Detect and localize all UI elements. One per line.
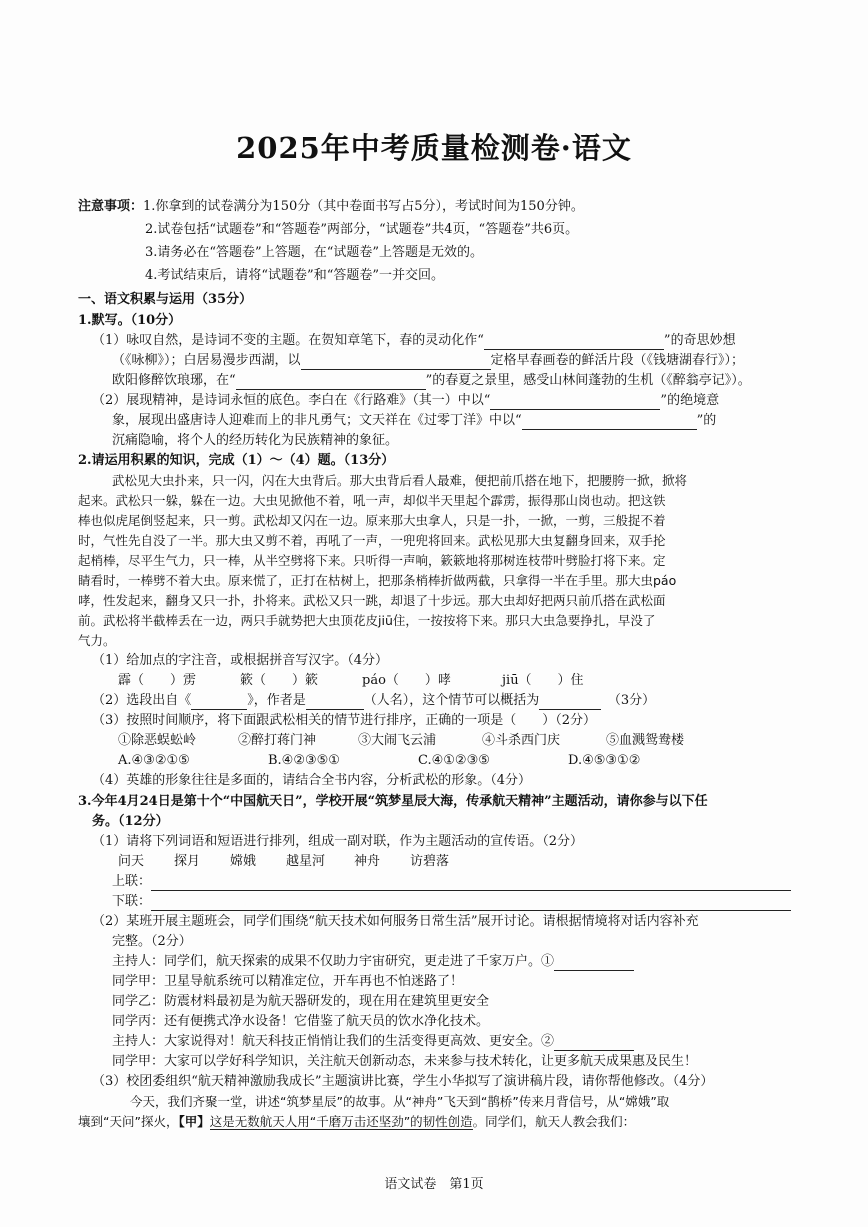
dialog-line: 同学乙：防震材料最初是为航天器研发的，现在用在建筑里更安全 [112,994,490,1009]
q2-sub-1: （1）给加点的字注音，或根据拼音写汉字。（4分） [92,653,389,668]
passage-line: 起来。武松只一躲，躲在一边。大虫见掀他不着，吼一声，却似半天里起个霹雳，振得那山岗也动。把这铁 [78,493,666,508]
q3-sub-2: （2）某班开展主题班会，同学们围绕“航天技术如何服务日常生活”展开讨论。请根据情境将对话内容补充 [92,914,699,929]
pinyin-item: 霹（ ）雳 [118,673,197,688]
passage-line: 气力。 [78,633,116,648]
lower-couplet-blank[interactable] [151,896,791,911]
passage-line: 前。武松将半截棒丢在一边，两只手就势把大虫顶花皮jiū住，一按按将下来。那只大虫急要挣扎，早没了 [78,613,656,628]
upper-couplet-line: 上联： [112,872,830,891]
answer-blank[interactable] [490,395,660,410]
dialog-line: 主持人：同学们，航天探索的成果不仅助力宇宙研究，更走进了千家万户。① [112,952,796,971]
answer-blank[interactable] [236,375,426,390]
event-item: ③大闹飞云浦 [358,733,437,748]
passage-line: 棒也似虎尾倒竖起来，只一剪。武松却又闪在一边。原来那大虫拿人，只是一扑，一掀，一剪，三般捉不着 [78,513,666,528]
pinyin-item: páo（ ）哮 [362,673,451,688]
word-item: 神舟 [354,854,381,869]
underlined-sentence: 这是无数航天人用“千磨万击还坚劲”的韧性创造 [209,1114,473,1129]
dialog-line: 同学甲：卫星导航系统可以精准定位，开车再也不怕迷路了！ [112,974,464,989]
q1-line: 象，展现出盛唐诗人迎难而上的非凡勇气；文天祥在《过零丁洋》中以“ ”的 [112,413,717,428]
q2-sub-3: （3）按照时间顺序，将下面跟武松相关的情节进行排序，正确的一项是（ ）（2分） [92,713,597,728]
event-list [118,731,758,750]
word-item: 越星河 [286,854,326,869]
section-heading: 一、语文积累与运用（35分） [78,292,253,307]
passage-line: 武松见大虫扑来，只一闪，闪在大虫背后。那大虫背后看人最难，便把前爪搭在地下，把腰胯一掀，掀将 [112,473,688,488]
passage-line: 时，气性先自没了一半。那大虫又剪不着，再吼了一声，一兜兜将回来。武松见那大虫复翻身回来，双手抡 [78,533,666,548]
word-item: 访碧落 [410,854,450,869]
question-3-heading: 3.今年4月24日是第十个“中国航天日”，学校开展“筑梦星辰大海，传承航天精神”主题活动，请你参与以下任 [78,794,708,809]
word-list [118,852,618,871]
q1-line: 沉痛隐喻，将个人的经历转化为民族精神的象征。 [112,433,399,448]
dialog-line: 同学丙：还有便携式净水设备！它借鉴了航天员的饮水净化技术。 [112,1014,490,1029]
passage-line: 睛看时，一棒劈不着大虫。原来慌了，正打在枯树上，把那条梢棒折做两截，只拿得一半在手里。那大虫páo [78,573,677,588]
page-title: 2025年中考质量检测卷·语文 [236,131,632,165]
notice-item: 3.请务必在“答题卷”上答题，在“试题卷”上答题是无效的。 [145,245,483,260]
notice-item: 2.试卷包括“试题卷”和“答题卷”两部分，“试题卷”共4页，“答题卷”共6页。 [145,222,579,237]
q3-sub-1: （1）请将下列词语和短语进行排列，组成一副对联，作为主题活动的宣传语。（2分） [92,834,584,849]
q1-line: 欧阳修醉饮琅琊，在“ ”的春夏之景里，感受山林间蓬勃的生机（《醉翁亭记》）。 [112,373,751,388]
q3-sub-2-cont: 完整。（2分） [112,934,192,949]
dialog-line: 主持人：大家说得对！航天科技正悄悄让我们的生活变得更高效、更安全。② [112,1032,796,1051]
dialog-line: 同学甲：大家可以学好科学知识，关注航天创新动态，未来参与技术转化，让更多航天成果惠及民生！ [112,1054,698,1069]
q2-sub-4: （4）英雄的形象往往是多面的，请结合全书内容，分析武松的形象。（4分） [92,773,532,788]
pinyin-item: 簌（ ）簌 [240,673,319,688]
event-item: ④斗杀西门庆 [482,733,561,748]
answer-blank[interactable] [306,695,364,710]
event-item: ②醉打蒋门神 [238,733,317,748]
question-3-heading-cont: 务。（12分） [92,814,169,829]
answer-blank[interactable] [554,1036,634,1051]
option-b[interactable]: B.④②③⑤① [268,753,340,768]
speech-line: 今天，我们齐聚一堂，讲述“筑梦星辰”的故事。从“神舟”飞天到“鹊桥”传来月背信号，从“嫦娥”取 [130,1094,670,1109]
answer-blank[interactable] [554,956,634,971]
passage-line: 起梢棒，尽平生气力，只一棒，从半空劈将下来。只听得一声响，簌簌地将那树连枝带叶劈脸打将下来。定 [78,553,666,568]
pinyin-item: jiū（ ）住 [502,673,584,688]
notice-label: 注意事项： [78,199,144,214]
answer-options [118,751,758,770]
notice-item: 1.你拿到的试卷满分为150分（其中卷面书写占5分），考试时间为150分钟。 [143,199,584,214]
q1-line: （《咏柳》）；白居易漫步西湖，以 定格早春画卷的鲜活片段（《钱塘湖春行》）； [112,353,745,368]
notice-line-1 [78,197,796,216]
answer-blank[interactable] [522,415,697,430]
answer-blank[interactable] [539,695,601,710]
upper-couplet-blank[interactable] [151,876,791,891]
pinyin-items [118,671,718,690]
word-item: 探月 [174,854,201,869]
notice-item: 4.考试结束后，请将“试题卷”和“答题卷”一并交回。 [145,268,444,283]
passage-line: 哮，性发起来，翻身又只一扑，扑将来。武松又只一跳，却退了十步远。那大虫却好把两只前爪搭在武松面 [78,593,666,608]
word-item: 嫦娥 [230,854,257,869]
q2-sub-2: （2）选段出自《 》，作者是 （人名），这个情节可以概括为 （3分） [92,693,656,708]
speech-line: 壤到“天问”探火，【甲】这是无数航天人用“千磨万击还坚劲”的韧性创造。同学们，航天人教会我们： [78,1114,636,1129]
lower-couplet-line: 下联： [112,892,830,911]
q3-sub-3: （3）校团委组织“航天精神激励我成长”主题演讲比赛，学生小华拟写了演讲稿片段，请你帮他修改。（4分） [92,1074,714,1089]
answer-blank[interactable] [191,695,247,710]
question-1-heading: 1.默写。（10分） [78,313,182,328]
q1-line: （2）展现精神，是诗词永恒的底色。李白在《行路难》（其一）中以“ ”的绝境意 [92,393,720,408]
word-item: 问天 [118,854,145,869]
question-2-heading: 2.请运用积累的知识，完成（1）～（4）题。（13分） [78,453,395,468]
option-a[interactable]: A.④③②①⑤ [118,753,190,768]
event-item: ⑤血溅鸳鸯楼 [606,733,685,748]
page-footer: 语文试卷 第1页 [384,1177,484,1192]
option-d[interactable]: D.④⑤③①② [568,753,641,768]
event-item: ①除恶蜈蚣岭 [118,733,197,748]
answer-blank[interactable] [484,335,664,350]
option-c[interactable]: C.④①②③⑤ [418,753,490,768]
q1-line: （1）咏叹自然，是诗词不变的主题。在贺知章笔下，春的灵动化作“ ”的奇思妙想 [92,333,736,348]
answer-blank[interactable] [301,355,491,370]
